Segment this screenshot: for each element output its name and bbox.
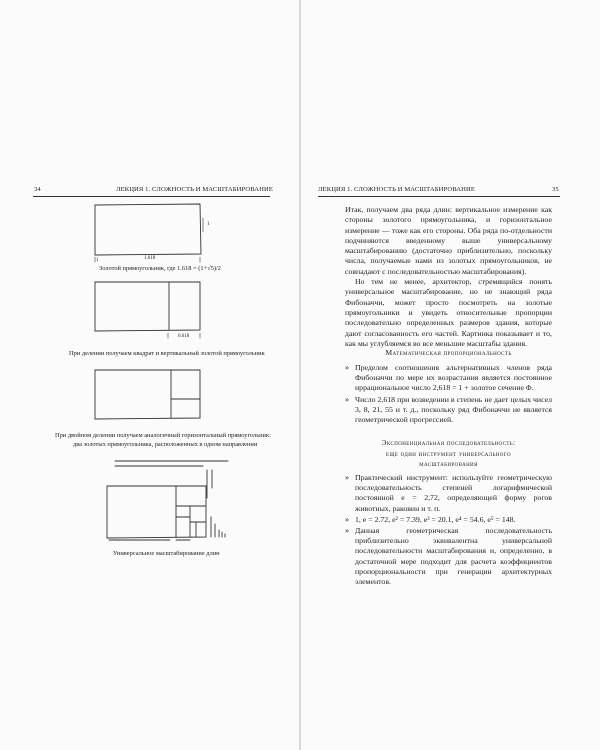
section2-item-1: » Практический инструмент: используйте геометрическую последовательность степеней логарифмической постоянной e = 2,72, определяющей форму рогов животных, раковин и т. п. [345, 473, 552, 514]
caption-square-division: При делении получаем квадрат и вертикальный золотой прямоугольник [69, 350, 265, 357]
section1-item-1: » Пределом соотношения альтернативных членов ряда Фибоначчи по мере их возрастания является постоянное иррациональное число 2,618 = 1 + золотое сечение Φ. [345, 363, 552, 394]
caption-double-division-2: два золотых прямоугольника, расположенных в одном направлении [73, 441, 258, 448]
section-title-math-proportionality: Математическая пропорциональность [385, 348, 512, 357]
left-running-header: ЛЕКЦИЯ 1. СЛОЖНОСТЬ И МАСШТАБИРОВАНИЕ [116, 186, 274, 193]
figure-square-and-vertical-rectangle [95, 282, 200, 338]
section2-title-line-2: еще один инструмент универсального [386, 448, 511, 458]
section1-item-2: » Число 2,618 при возведении в степень не дает целых чисел 3, 8, 21, 55 и т. д., поскольку ряд Фибоначчи не является геометрической прогрессией. [345, 395, 552, 426]
intro-paragraph-1: Итак, получаем два ряда длин: вертикальное измерение как стороны золотого прямоугольника, и горизонтальное измерение — тоже как его стороны. Оба ряда по-отдельности подчиняются введенному выше универсальному масштабированию (достаточно приблизительно, поскольку числа, получаемые нами из золотых прямоугольников, не совпадают с последовательностью масштабирования). [345, 205, 552, 276]
golden-rectangle-sketches [0, 0, 299, 750]
label-bottom-mark: 0.618 [178, 334, 190, 339]
caption-double-division-1: При двойном делении получаем аналогичный горизонтальный прямоугольник: [55, 432, 271, 439]
left-page [0, 0, 299, 750]
figure-golden-rectangle [95, 204, 203, 262]
right-page-number: 35 [552, 186, 559, 193]
figure-universal-scaling [107, 461, 228, 540]
right-header-rule [318, 196, 560, 197]
section-title-exponential [345, 438, 552, 470]
left-page-number: 34 [34, 186, 41, 193]
label-side-golden: 1.618 [144, 256, 156, 261]
section2-title-line-3: масштабирования [419, 459, 478, 468]
section1-list [345, 363, 552, 426]
section2-list [345, 473, 552, 588]
figure-double-division [95, 370, 200, 419]
label-side-one: 1 [207, 222, 210, 227]
caption-universal-scaling: Универсальное масштабирование длин [113, 550, 220, 557]
label-bottom-bar: 1 [96, 258, 99, 263]
intro-paragraph-2: Но тем не менее, архитектор, стремящийся понять универсальное масштабирование, но не знающий ряда Фибоначчи, может просто посмотреть на золотые прямоугольники и увидеть относительные пропорции последовательно определенных размеров здания, которые дают согласованность его частей. Картинка показывает и то, как мы углубляемся во все меньшие масштабы здания. [345, 277, 552, 348]
section2-item-2: » 1, e = 2.72, e² = 7.39, e³ = 20.1, e⁴ = 54.6, e⁵ = 148. [345, 515, 552, 525]
section2-title-line-1: Экспоненциальная последовательность: [381, 438, 516, 447]
caption-golden-rectangle: Золотой прямоугольник, где 1.618 = (1+√5)/2 [99, 265, 221, 272]
section2-item-3: » Данная геометрическая последовательность приблизительно эквивалентна универсальной последовательности масштабирования и, определенно, в достаточной мере подходит для расчета коэффициентов пропорциональности при генерации архитектурных элементов. [345, 526, 552, 587]
right-running-header: ЛЕКЦИЯ 1. СЛОЖНОСТЬ И МАСШТАБИРОВАНИЕ [318, 186, 476, 193]
intro-paragraphs [345, 205, 552, 349]
